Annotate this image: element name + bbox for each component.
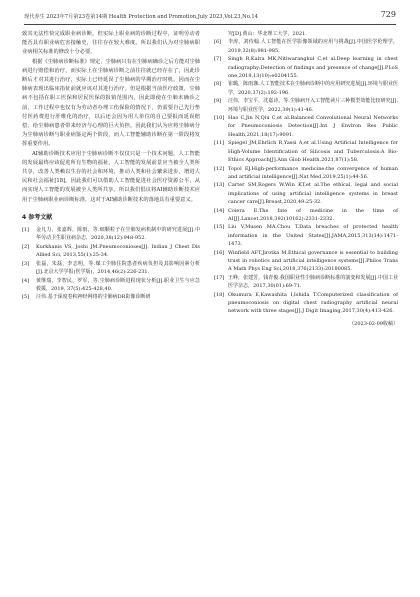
- reference-item: [214, 55, 398, 80]
- reference-number: [4]: [22, 277, 30, 284]
- reference-item: [214, 223, 398, 248]
- reference-text: Carter SM,Rogers W,Win KT,et al.The ethical, legal and social implications of using artificial intelligence systems in breast cancer care[J].Breast,2020,49:25-32.: [228, 182, 398, 206]
- reference-text: 黄继瑞，李智民，罗军，等.尘肺病诊断进程现状分析[J].职业卫生与应急救援，2019, 37(5):425-428,40.: [36, 277, 200, 292]
- reference-number: [7]: [214, 56, 222, 63]
- reference-text: Okumura E,Kawashita I,Ishida T.Computerized classification of pneumoconiosis on digital chest radiography artificial neural network with three stages[J].J Digit Imaging,2017,30(4):413-426.: [228, 291, 398, 315]
- reference-text: Kurkhanis VS, Joshi JM.Pneumoconioses[J]. Indian J Chest Dis Allied Sci, 2013,55(1):25-34.: [36, 243, 200, 259]
- reference-item: [22, 226, 200, 243]
- reference-number: [1]: [22, 227, 30, 234]
- reference-item: [22, 260, 200, 277]
- reference-item: [214, 139, 398, 164]
- reference-item: [214, 165, 398, 182]
- reference-number: [2]: [22, 243, 30, 250]
- reference-text: 李涛，刘侍翰.人工智能在医学影像领域的应用与挑战[J].中国医学伦理学，2019,32(8):981-985.: [228, 39, 398, 54]
- reference-item: [214, 291, 398, 316]
- reference-item: [214, 114, 398, 139]
- reference-text: Hao C,Jin N,Qiu C,et al.Balanced Convolutional Neural Networks for Pneumoconiosis Detection[J].Int J Environ Res Public Health,2021,18(17):9091.: [228, 115, 398, 138]
- reference-item: [214, 249, 398, 274]
- header-journal-info: 现代养生 2023年7月第23卷第14期 Health Protection and Promotion,July 2023,Vol.23,No.14: [24, 14, 258, 20]
- reference-item: [214, 38, 398, 55]
- reference-number: [9]: [214, 98, 222, 105]
- reference-item: [22, 277, 200, 294]
- received-date: （2023-02-09收稿）: [349, 320, 398, 327]
- reference-item: [214, 274, 398, 291]
- reference-number: [18]: [214, 291, 225, 298]
- reference-item: [214, 80, 398, 97]
- page-number: 729: [380, 10, 396, 19]
- body-paragraph: 致其无法性快完成职业病诊断。但实际上职业病的诊断过程中，证明劳动者能否具有职业病危害接触史，往往存在较大难度。所以我们认为对尘肺病职业病相关标准的修改十分必要。: [22, 31, 200, 56]
- reference-text: Singh R,Kalra MK,Nitiwarangkul C,et al.Deep learning in chest radiography:Detection of findings and presence of change[J].PLoS one,2018,13(10):e0204155.: [228, 56, 398, 80]
- body-paragraph: AI辅助诊断技术应用于尘肺病诊断不仅仅只是一个技术问题，人工智能的发展最终应该促进所有生物的福祉，人工智能的发展前景应当被全人类所共享，改善人类赖以生存的社会和环境，推动人类和社会繁荣进步，增进人民和社会福祉[18]。因此我们可以借助人工智能促进社会医疗资源公平，从而实现人工智能的发展被全人类所共享。所以我们倡议将AI辅助诊断技术应用于尘肺病职业病诊断标准，这对于AI辅助诊断技术的落地具有重要意义。: [22, 150, 200, 203]
- reference-text: Coiera E.The fate of medicine in the time of AI[J].Lancet,2018,392(10162):2331-2332.: [228, 207, 398, 222]
- reference-text: 崔璐，陈雨珈.人工智能技术在尘肺病诊断中的应用研究进展[J].环境与职业医学，2020,37(2):192-196.: [228, 81, 398, 96]
- reference-text: 汪伟.基于深度卷积神经网络的尘肺病DR影像诊断研: [36, 294, 151, 301]
- reference-item: [22, 293, 200, 301]
- reference-number: [10]: [214, 115, 225, 122]
- reference-number: [17]: [214, 274, 225, 281]
- reference-number: [11]: [214, 140, 225, 147]
- reference-text: Winfield AFT,Jirotka M.Ethical governance is essential to building trust in robotics and artificial intelligence systems[J].Philos Trans A Math Phys Eng Sci,2018,376(2133):20180085.: [228, 249, 398, 273]
- left-column: [22, 30, 200, 302]
- running-header: [24, 10, 396, 25]
- reference-text: Spiegel JM,Ehrlich R,Yassi A,et al.Using Artificial Intelligence for High-Volume Identification of Silicosis and Tuberculosis:A Bio-Ethics Approach[J].Ann Glob Health,2021,87(1):58.: [228, 140, 398, 164]
- reference-continuation: 究[D].黄山：华北理工大学，2021.: [228, 31, 307, 37]
- reference-text: 张磊，朱磊，李志明，等.煤工尘肺住院患者疾病负担及其影响因素分析[J].北京大学学报(医学版)，2014,46(2):226-231.: [36, 260, 200, 276]
- references-heading: 4 参考文献: [22, 213, 53, 221]
- reference-item: [214, 181, 398, 206]
- reference-item: [214, 97, 398, 114]
- reference-number: [14]: [214, 207, 225, 214]
- reference-number: [13]: [214, 182, 225, 189]
- reference-item: [22, 243, 200, 260]
- reference-text: 汪伟，李宝平，沈嘉诗，等.尘肺病开入工智能读片三种模型效能比较研究[J].环境与职业医学，2022,39(1):41-46.: [228, 98, 398, 113]
- reference-text: 王峥，张建芳，钱青俊.我国职业性尘肺病诊断标准的演变和发展[J].中国工业医学杂志，2017,30(01):69-71.: [228, 274, 398, 290]
- reference-number: [16]: [214, 249, 225, 256]
- reference-text: Liu V,Musen MA,Chou T.Data breaches of protected health information in the United States[J].JAMA,2015,313(14):1471-1473.: [228, 224, 398, 248]
- reference-number: [8]: [214, 81, 222, 88]
- reference-number: [5]: [22, 294, 30, 301]
- body-paragraph: 根据《尘肺病诊断标准》规定，尘肺病只有在尘肺病确诊之后方能对尘肺病进行赔偿和治疗，而实际上在尘肺病诊断之前往往就已经存在了，因此诊断后才对其进行治疗，实际上已经延误了尘肺病的早期治疗时机。因而在尘肺病表现出临床指征前就应该对其进行治疗。但是根据当前医疗政策，尘肺病不包括在职工医保和居民医保的报销范围内，因此即使在尘肺未确诊之前，工作过程中也仅有为劳动者办理工伤保险的情况下，仍需要自己先行垫付医药费进行肝维化的治疗，以后还会因为用人单位的自己要报而延误赔偿，给尘肺病患者带来经济与心理的巨大负担。因此我们认为应将尘肺病分为尘肺病诊断与职业病鉴定两个阶段，而人工智能辅助诊断在第一阶段将发挥重要作用。: [22, 58, 200, 148]
- reference-number: [12]: [214, 165, 225, 172]
- reference-text: 金凡力，张嘉辉，陈雨，等.细颗粒子在尘肺发病机制中的研究进展[J].中华劳动卫生职业病杂志，2020,38(12):948-952.: [36, 227, 200, 242]
- reference-number: [3]: [22, 260, 30, 267]
- right-column: [214, 30, 398, 329]
- reference-text: Topol EJ.High-performance medicine:the convergence of human and artificial intelligence[J].Nat Med,2019,25(1):44-56.: [228, 165, 398, 180]
- reference-item: [214, 207, 398, 224]
- reference-number: [15]: [214, 224, 225, 231]
- reference-number: [6]: [214, 39, 222, 46]
